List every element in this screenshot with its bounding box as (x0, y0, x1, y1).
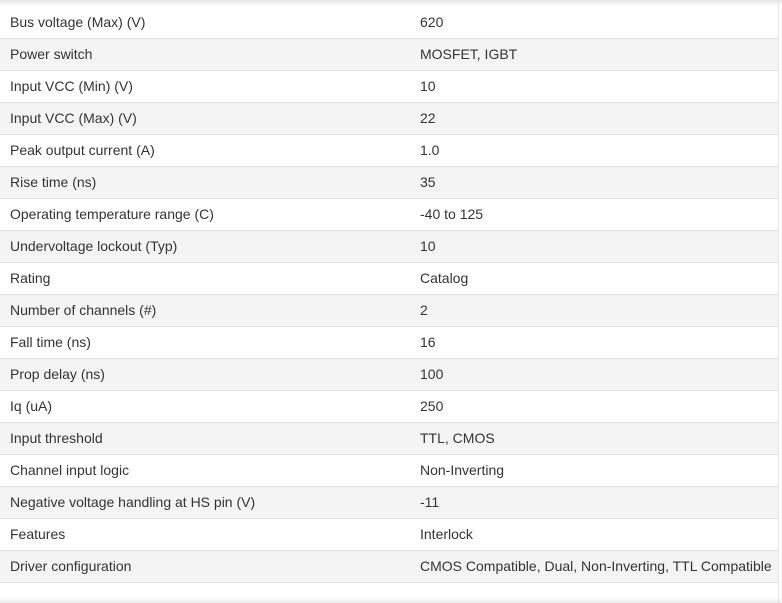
table-row (0, 6, 778, 38)
parameter-label: Operating temperature range (C) (0, 198, 410, 230)
parameter-value: CMOS Compatible, Dual, Non-Inverting, TTL Compatible (410, 550, 778, 582)
table-row (0, 486, 778, 518)
parameter-label: Input VCC (Max) (V) (0, 102, 410, 134)
parameter-label: Bus voltage (Max) (V) (0, 6, 410, 38)
parameter-value: 250 (410, 390, 778, 422)
parameter-value: 2 (410, 294, 778, 326)
parameter-value: 100 (410, 358, 778, 390)
parameter-value: 1.0 (410, 134, 778, 166)
parameter-label: Iq (uA) (0, 390, 410, 422)
table-row (0, 422, 778, 454)
parameter-label: Prop delay (ns) (0, 358, 410, 390)
table-row (0, 390, 778, 422)
table-row (0, 166, 778, 198)
table-row (0, 262, 778, 294)
table-row (0, 294, 778, 326)
parameter-label: Channel input logic (0, 454, 410, 486)
parameter-label: Negative voltage handling at HS pin (V) (0, 486, 410, 518)
table-row (0, 326, 778, 358)
table-row (0, 358, 778, 390)
parameter-value: Interlock (410, 518, 778, 550)
parameter-label: Input threshold (0, 422, 410, 454)
table-row (0, 550, 778, 582)
parameter-label: Peak output current (A) (0, 134, 410, 166)
parameter-value: MOSFET, IGBT (410, 38, 778, 70)
table-row (0, 230, 778, 262)
parameter-label: Power switch (0, 38, 410, 70)
parameter-value: 22 (410, 102, 778, 134)
table-row (0, 134, 778, 166)
parameter-value: Non-Inverting (410, 454, 778, 486)
parameter-label: Number of channels (#) (0, 294, 410, 326)
parameter-value: 10 (410, 230, 778, 262)
parameter-label: Undervoltage lockout (Typ) (0, 230, 410, 262)
parameter-value: -40 to 125 (410, 198, 778, 230)
parameter-value: 16 (410, 326, 778, 358)
parameter-value: 620 (410, 6, 778, 38)
parameter-value: 35 (410, 166, 778, 198)
parameter-value: TTL, CMOS (410, 422, 778, 454)
parametrics-table (0, 6, 778, 583)
table-row (0, 518, 778, 550)
parameter-label: Rise time (ns) (0, 166, 410, 198)
parameter-label: Features (0, 518, 410, 550)
parameter-label: Input VCC (Min) (V) (0, 70, 410, 102)
table-right-border (778, 0, 779, 603)
table-row (0, 38, 778, 70)
parameter-label: Fall time (ns) (0, 326, 410, 358)
parameter-value: Catalog (410, 262, 778, 294)
table-row (0, 70, 778, 102)
bottom-edge-shadow (0, 597, 782, 603)
table-row (0, 198, 778, 230)
parameter-label: Driver configuration (0, 550, 410, 582)
parameter-label: Rating (0, 262, 410, 294)
table-row (0, 454, 778, 486)
parameter-value: -11 (410, 486, 778, 518)
table-row (0, 102, 778, 134)
parameter-value: 10 (410, 70, 778, 102)
